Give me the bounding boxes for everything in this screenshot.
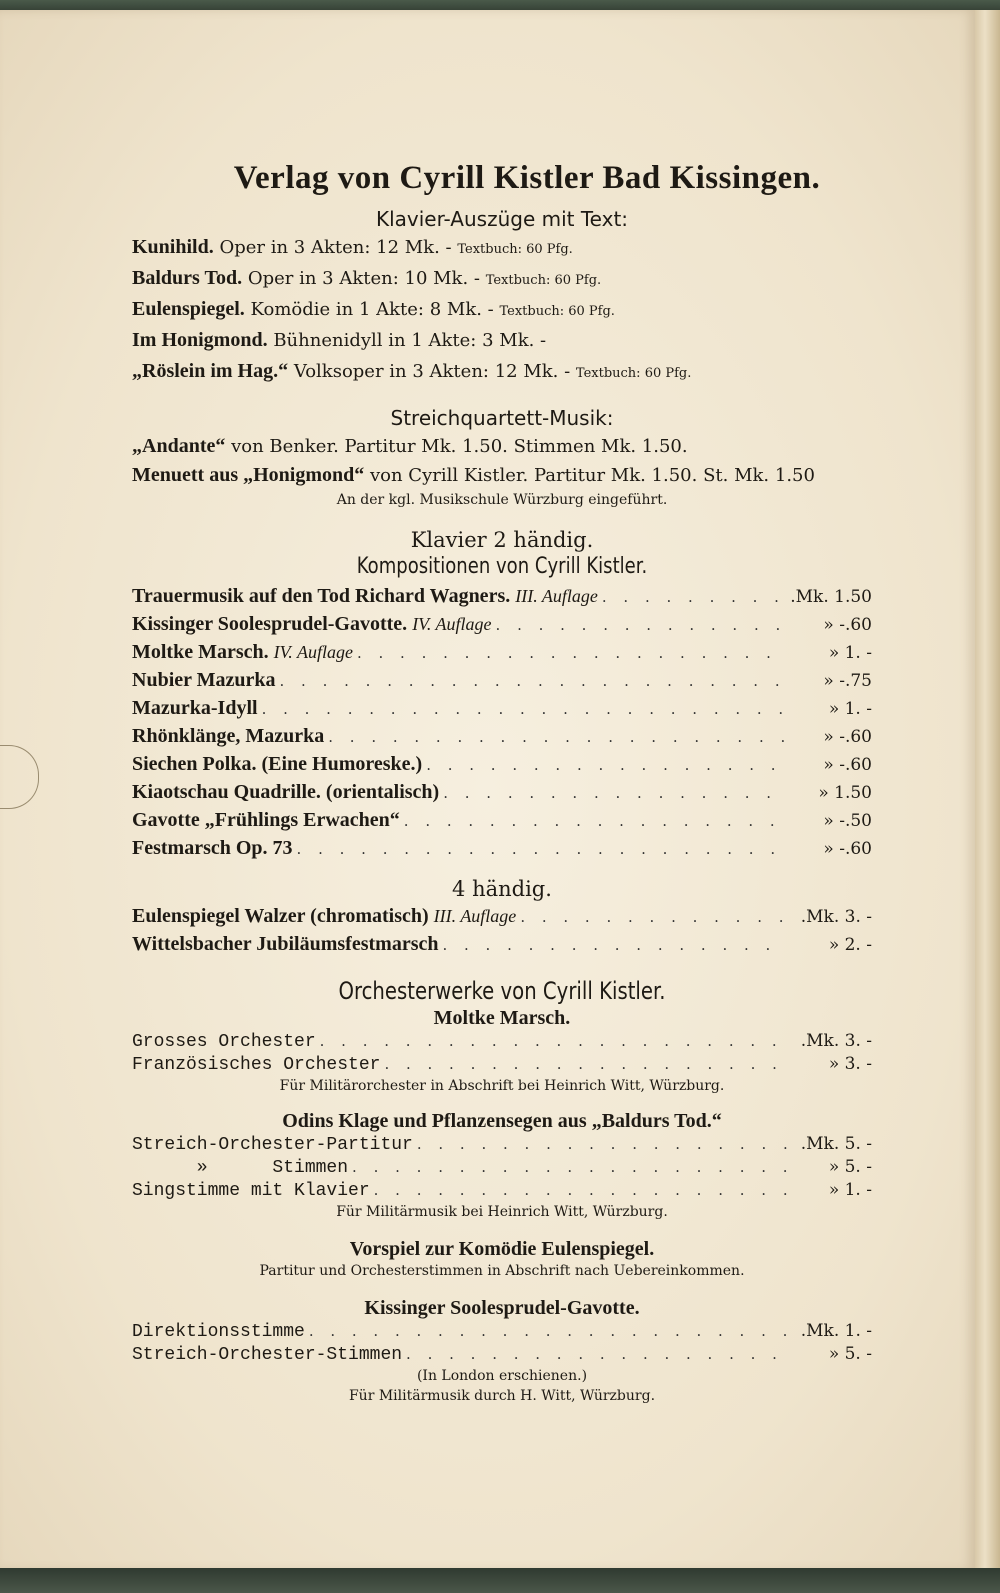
note: Für Militärmusik durch H. Witt, Würzburg. [348, 1388, 656, 1404]
klavier2-list [132, 583, 872, 863]
vierhaendig-list [132, 903, 872, 959]
list-item: Singstimme mit Klavier . . . » 1. - [132, 1179, 872, 1202]
list-item: Festmarsch Op. 73 . . . » -.60 [132, 835, 872, 863]
page-title: Verlag von Cyrill Kistler Bad Kissingen. [233, 160, 821, 196]
subsection-heading-odins: Odins Klage und Pflanzensegen aus „Baldurs Tod.“ [282, 1110, 722, 1132]
section-subheading-kompositionen: Kompositionen von Cyrill Kistler. [356, 554, 648, 579]
list-item: Kunihild. Oper in 3 Akten: 12 Mk. - Textbuch: 60 Pfg. [132, 236, 573, 258]
list-item: Kiaotschau Quadrille. (orientalisch) . . . » 1.50 [132, 779, 872, 807]
list-item: Eulenspiegel. Komödie in 1 Akte: 8 Mk. - Textbuch: 60 Pfg. [132, 298, 615, 320]
book-spine-bottom [0, 1568, 1000, 1593]
section-heading-vierhaendig: 4 händig. [452, 877, 552, 901]
note: (In London erschienen.) [416, 1368, 588, 1384]
odins-list [132, 1133, 872, 1202]
section-heading-streichquartett: Streichquartett-Musik: [390, 406, 614, 430]
section-heading-klavier2: Klavier 2 händig. [410, 528, 594, 552]
list-item: Streich-Orchester-Stimmen . . . » 5. - [132, 1343, 872, 1366]
list-item: Eulenspiegel Walzer (chromatisch) III. Auflage . . . .Mk. 3. - [132, 903, 872, 931]
page-edge [975, 10, 1000, 1570]
list-item: Wittelsbacher Jubiläumsfestmarsch . . . » 2. - [132, 931, 872, 959]
subsection-heading-gavotte: Kissinger Soolesprudel-Gavotte. [364, 1297, 640, 1319]
list-item: Menuett aus „Honigmond“ von Cyrill Kistler. Partitur Mk. 1.50. St. Mk. 1.50 [132, 464, 815, 486]
subsection-heading-vorspiel: Vorspiel zur Komödie Eulenspiegel. [349, 1238, 655, 1260]
moltke-list [132, 1030, 872, 1076]
note: Partitur und Orchesterstimmen in Abschrift nach Uebereinkommen. [259, 1263, 745, 1279]
list-item: Mazurka-Idyll . . . » 1. - [132, 695, 872, 723]
list-item: „Andante“ von Benker. Partitur Mk. 1.50. Stimmen Mk. 1.50. [132, 435, 688, 457]
list-item: Kissinger Soolesprudel-Gavotte. IV. Auflage . . . » -.60 [132, 611, 872, 639]
list-item: Streich-Orchester-Partitur . . . .Mk. 5. - [132, 1133, 872, 1156]
list-item: Nubier Mazurka . . . » -.75 [132, 667, 872, 695]
subsection-heading-moltke: Moltke Marsch. [433, 1007, 571, 1029]
list-item: Französisches Orchester . . . » 3. - [132, 1053, 872, 1076]
list-item: „Röslein im Hag.“ Volksoper in 3 Akten: 12 Mk. - Textbuch: 60 Pfg. [132, 360, 692, 382]
catalog-content [132, 160, 872, 1406]
list-item: Siechen Polka. (Eine Humoreske.) . . . » -.60 [132, 751, 872, 779]
list-item: Rhönklänge, Mazurka . . . » -.60 [132, 723, 872, 751]
section-heading-klavierauszuege: Klavier-Auszüge mit Text: [375, 207, 629, 231]
gavotte-list [132, 1320, 872, 1366]
list-item: Moltke Marsch. IV. Auflage . . . » 1. - [132, 639, 872, 667]
list-item: Trauermusik auf den Tod Richard Wagners. III. Auflage . . . .Mk. 1.50 [132, 583, 872, 611]
list-item: Grosses Orchester . . . .Mk. 3. - [132, 1030, 872, 1053]
note: Für Militärorchester in Abschrift bei Heinrich Witt, Würzburg. [279, 1078, 725, 1094]
list-item: Baldurs Tod. Oper in 3 Akten: 10 Mk. - Textbuch: 60 Pfg. [132, 267, 602, 289]
list-item: » Stimmen . . . » 5. - [132, 1156, 872, 1179]
note: Für Militärmusik bei Heinrich Witt, Würzburg. [336, 1204, 668, 1220]
list-item: Gavotte „Frühlings Erwachen“ . . . » -.50 [132, 807, 872, 835]
note: An der kgl. Musikschule Würzburg eingeführt. [336, 492, 668, 508]
section-heading-orchester: Orchesterwerke von Cyrill Kistler. [338, 977, 666, 1005]
list-item: Im Honigmond. Bühnenidyll in 1 Akte: 3 Mk. - [132, 329, 547, 351]
list-item: Direktionsstimme . . . .Mk. 1. - [132, 1320, 872, 1343]
klavierauszuege-list [132, 233, 872, 388]
